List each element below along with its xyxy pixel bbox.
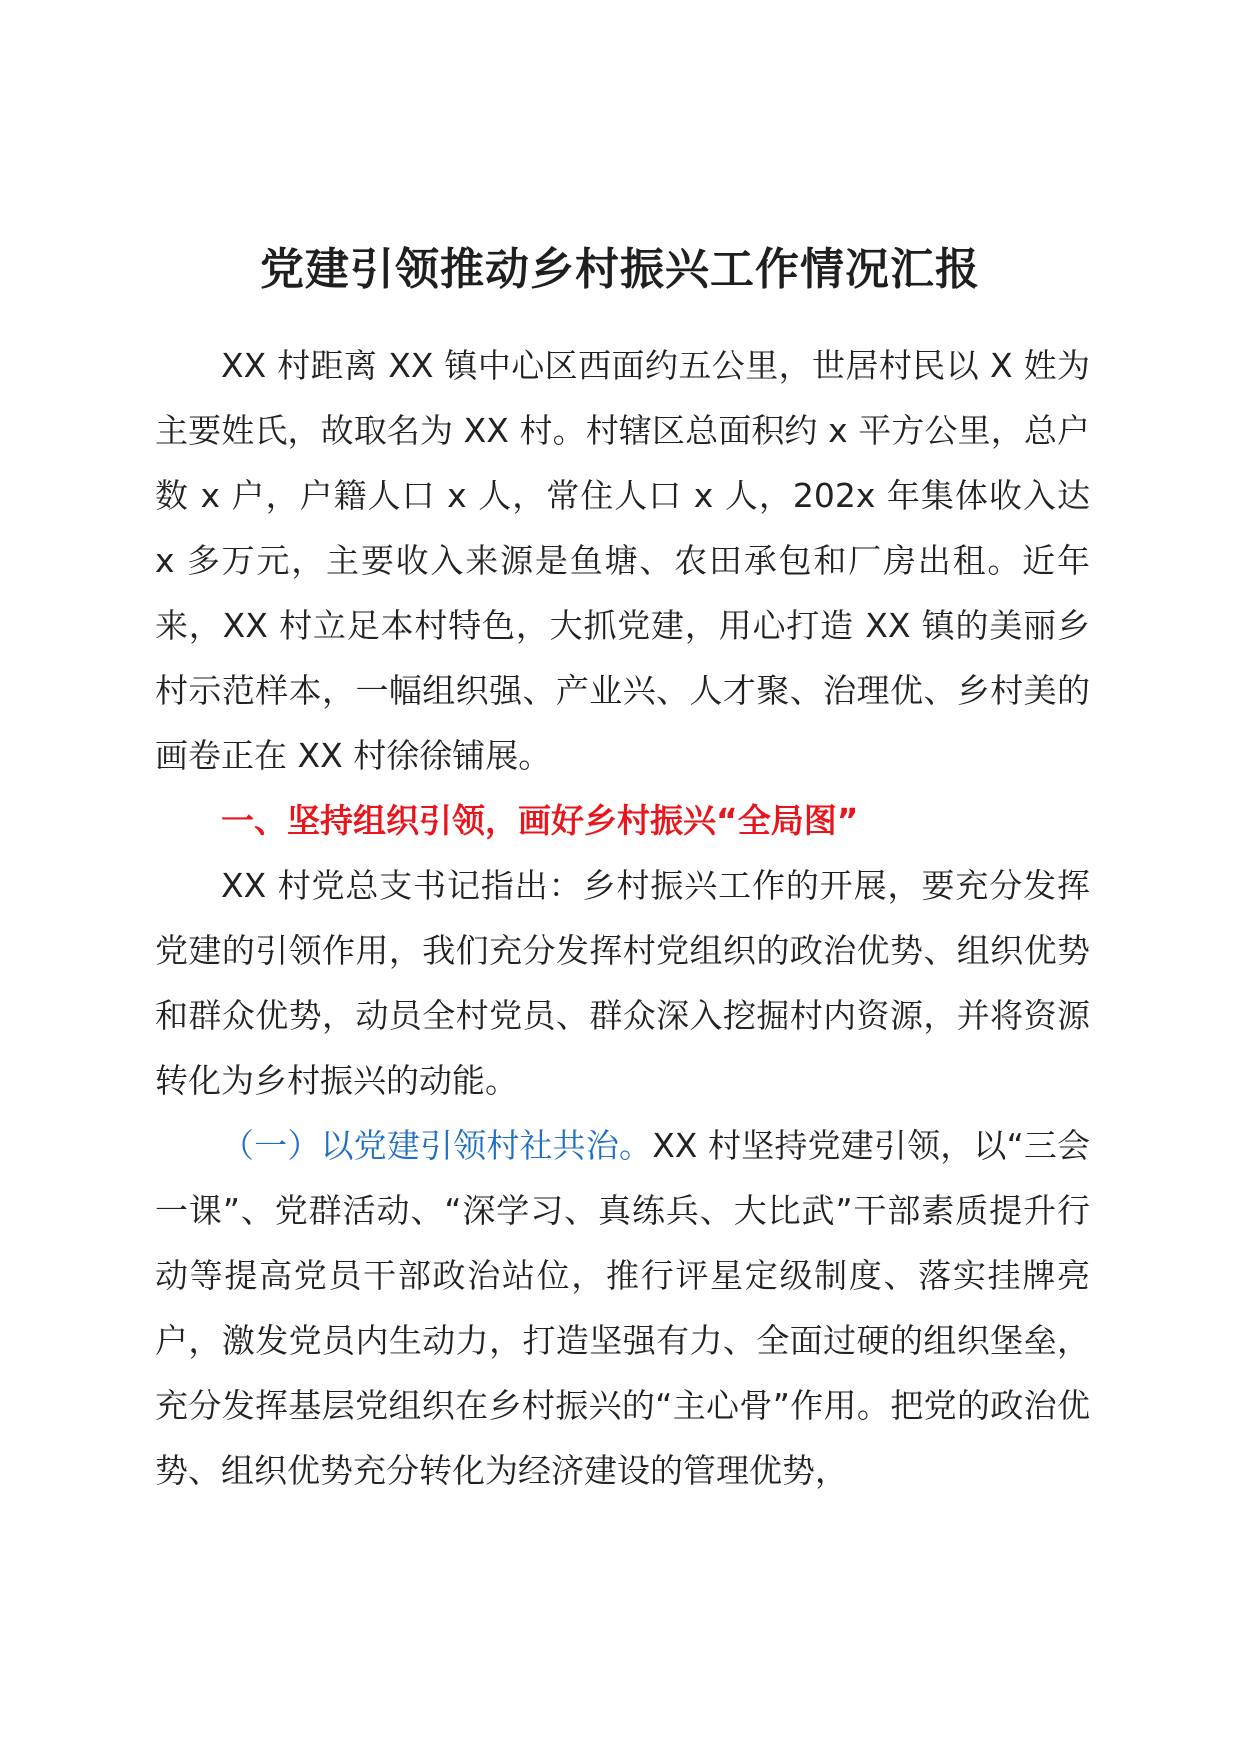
subsection-paragraph [155,1113,1090,1503]
subsection-heading: （一）以党建引领村社共治。 [221,1126,653,1165]
section-heading: 一、坚持组织引领，画好乡村振兴“全局图” [221,801,859,840]
document-title: 党建引领推动乡村振兴工作情况汇报 [260,244,980,295]
intro-paragraph: XX 村距离 XX 镇中心区西面约五公里，世居村民以 X 姓为主要姓氏，故取名为 XX 村。村辖区总面积约 x 平方公里，总户数 x 户，户籍人口 x 人，常住人口 x 人，202x 年集体收入达 x 多万元，主要收入来源是鱼塘、农田承包和厂房出租。近年来，XX 村立足本村特色，大抓党建，用心打造 XX 镇的美丽乡村示范样本，一幅组织强、产业兴、人才聚、治理优、乡村美的画卷正在 XX 村徐徐铺展。 [155,346,1090,775]
subsection-text: XX 村坚持党建引领，以“三会一课”、党群活动、“深学习、真练兵、大比武”干部素质提升行动等提高党员干部政治站位，推行评星定级制度、落实挂牌亮户，激发党员内生动力，打造坚强有力、全面过硬的组织堡垒，充分发挥基层党组织在乡村振兴的“主心骨”作用。把党的政治优势、组织优势充分转化为经济建设的管理优势， [155,1126,1090,1490]
document-body [155,333,1090,1503]
section-paragraph: XX 村党总支书记指出：乡村振兴工作的开展，要充分发挥党建的引领作用，我们充分发挥村党组织的政治优势、组织优势和群众优势，动员全村党员、群众深入挖掘村内资源，并将资源转化为乡村振兴的动能。 [155,866,1090,1100]
